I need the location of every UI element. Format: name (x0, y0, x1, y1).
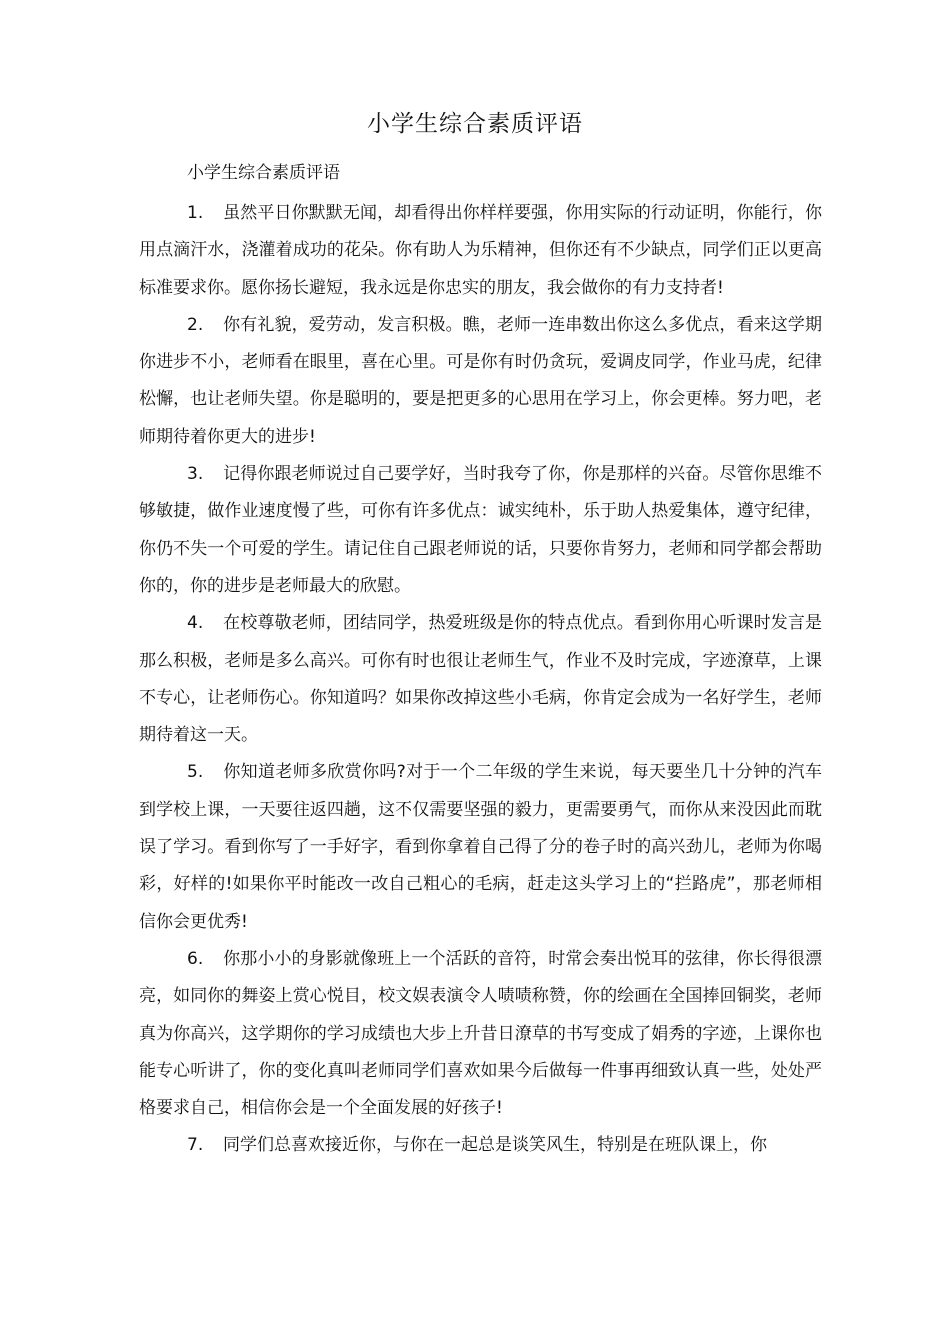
paragraph-number: 6. (187, 948, 204, 969)
paragraph-2 (139, 307, 822, 456)
paragraph-3 (139, 456, 822, 605)
document-subtitle: 小学生综合素质评语 (187, 163, 340, 183)
paragraph-text: 同学们总喜欢接近你，与你在一起总是谈笑风生，特别是在班队课上，你 (223, 1135, 767, 1156)
paragraph-7 (139, 1127, 822, 1164)
paragraph-number: 2. (187, 314, 204, 335)
paragraph-number: 5. (187, 762, 204, 783)
paragraph-text: 记得你跟老师说过自己要学好，当时我夸了你，你是那样的兴奋。尽管你思维不够敏捷，做作业速度慢了些，可你有许多优点：诚实纯朴，乐于助人热爱集体，遵守纪律，你仍不失一个可爱的学生。请记住自己跟老师说的话，只要你肯努力，老师和同学都会帮助你的，你的进步是老师最大的欣慰。 (139, 464, 822, 596)
paragraph-1 (139, 195, 822, 307)
paragraph-text: 虽然平日你默默无闻，却看得出你样样要强，你用实际的行动证明，你能行，你用点滴汗水，浇灌着成功的花朵。你有助人为乐精神，但你还有不少缺点，同学们正以更高标准要求你。愿你扬长避短，我永远是你忠实的朋友，我会做你的有力支持者! (139, 203, 822, 298)
paragraph-number: 7. (187, 1135, 204, 1156)
paragraph-4 (139, 605, 822, 754)
document-body (139, 195, 822, 1165)
paragraph-text: 你有礼貌，爱劳动，发言积极。瞧，老师一连串数出你这么多优点，看来这学期你进步不小，老师看在眼里，喜在心里。可是你有时仍贪玩，爱调皮同学，作业马虎，纪律松懈，也让老师失望。你是聪明的，要是把更多的心思用在学习上，你会更棒。努力吧，老师期待着你更大的进步! (139, 314, 822, 447)
paragraph-5 (139, 754, 822, 940)
paragraph-text: 在校尊敬老师，团结同学，热爱班级是你的特点优点。看到你用心听课时发言是那么积极，老师是多么高兴。可你有时也很让老师生气，作业不及时完成，字迹潦草，上课不专心，让老师伤心。你知道吗？如果你改掉这些小毛病，你肯定会成为一名好学生，老师期待着这一天。 (139, 613, 822, 746)
paragraph-number: 4. (187, 613, 204, 634)
paragraph-text: 你那小小的身影就像班上一个活跃的音符，时常会奏出悦耳的弦律，你长得很漂亮，如同你的舞姿上赏心悦目，校文娱表演令人啧啧称赞，你的绘画在全国捧回铜奖，老师真为你高兴，这学期你的学习成绩也大步上升昔日潦草的书写变成了娟秀的字迹，上课你也能专心听讲了，你的变化真叫老师同学们喜欢如果今后做每一件事再细致认真一些，处处严格要求自己，相信你会是一个全面发展的好孩子! (139, 948, 822, 1119)
paragraph-6 (139, 941, 822, 1127)
paragraph-number: 3. (187, 464, 204, 485)
paragraph-text: 你知道老师多欣赏你吗?对于一个二年级的学生来说，每天要坐几十分钟的汽车到学校上课，一天要往返四趟，这不仅需要坚强的毅力，更需要勇气，而你从来没因此而耽误了学习。看到你写了一手好字，看到你拿着自己得了分的卷子时的高兴劲儿，老师为你喝彩，好样的!如果你平时能改一改自己粗心的毛病，赶走这头学习上的“拦路虎”，那老师相信你会更优秀! (139, 762, 822, 932)
document-title: 小学生综合素质评语 (367, 111, 583, 137)
paragraph-number: 1. (187, 203, 204, 223)
